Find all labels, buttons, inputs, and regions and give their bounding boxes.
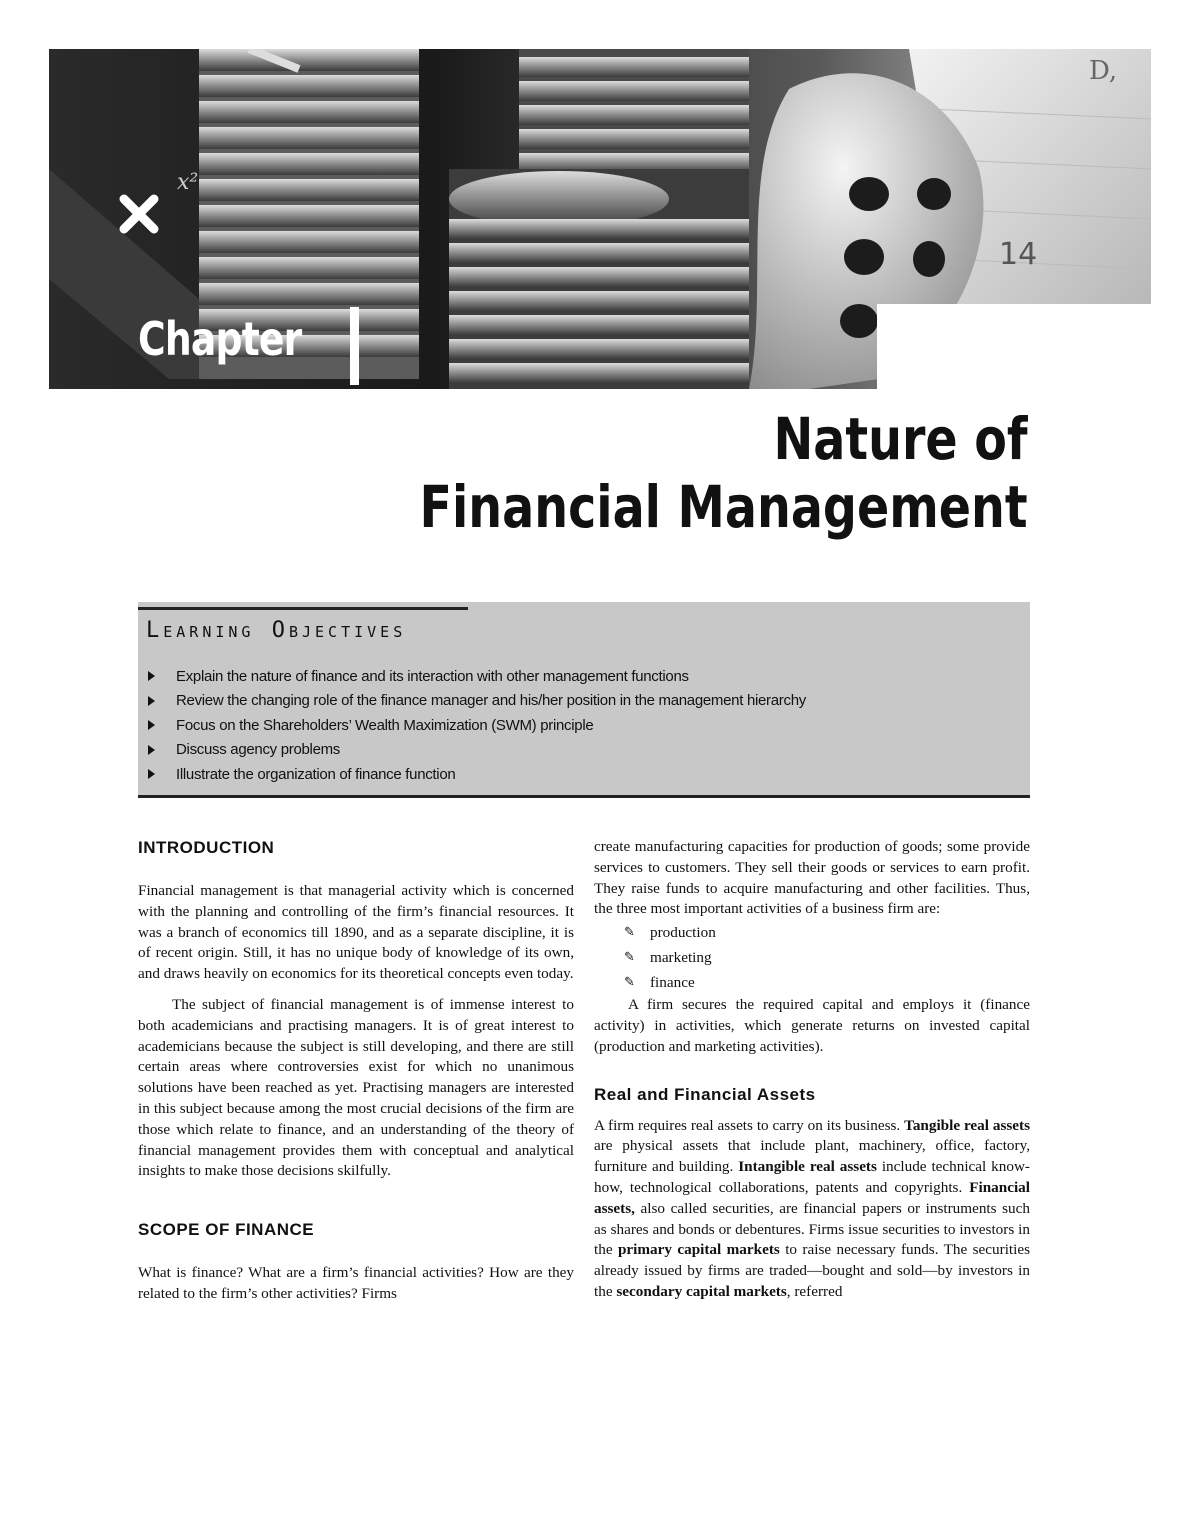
assets-text: are physical assets that include plant, machinery, office, factory, furniture and building. (594, 1137, 1030, 1176)
activities-list (594, 920, 1030, 995)
assets-term: Intangible real assets (738, 1158, 877, 1176)
triangle-bullet-icon (148, 696, 155, 706)
objective-text: Focus on the Shareholders’ Wealth Maximization (SWM) principle (176, 716, 594, 734)
assets-term: secondary capital markets (616, 1282, 787, 1300)
activities-intro-paragraph: create manufacturing capacities for production of goods; some provide services to customers. They sell their goods or services to earn profit. They raise funds to acquire manufacturing and other facilities. Thus, the three most important activities of a business firm are: (594, 838, 1030, 918)
svg-text:14: 14 (999, 237, 1038, 272)
scope-heading: SCOPE OF FINANCE (138, 1220, 315, 1240)
assets-term: Financial assets, (594, 1178, 1030, 1217)
list-item (594, 970, 1030, 995)
triangle-bullet-icon (148, 671, 155, 681)
introduction-heading: INTRODUCTION (138, 838, 275, 857)
list-item (148, 738, 806, 763)
chapter-title-line2: Financial Management (419, 473, 1028, 541)
triangle-bullet-icon (148, 720, 155, 730)
assets-text: also called securities, are financial papers or instruments such as shares and bonds or debentures. Firms issue securities to investors in the (594, 1199, 1030, 1259)
learning-objectives-list (148, 664, 806, 787)
real-financial-assets-heading: Real and Financial Assets (594, 1084, 816, 1104)
objective-text: Explain the nature of finance and its interaction with other management functions (176, 667, 689, 685)
svg-text:D,: D, (1089, 56, 1118, 86)
scope-paragraph: What is finance? What are a firm’s financial activities? How are they related to the firm’s other activities? Firms (138, 1264, 574, 1302)
introduction-paragraph-2: The subject of financial management is of immense interest to both academicians and practising managers. It is of great interest to academicians because the subject is still developing, and there are still certain areas where controversies exist for which no unanimous solutions have been reached as yet. Practising managers are interested in this subject because among the most crucial decisions of the firm are those which relate to finance, and an understanding of the theory of financial management provides them with conceptual and analytical insights to make those decisions skilfully. (138, 995, 574, 1180)
assets-text: A firm requires real assets to carry on its business. (594, 1116, 905, 1134)
list-item (148, 762, 806, 787)
chapter-label: Chapter (138, 312, 302, 366)
assets-text: include technical know-how, technological collaborations, patents and copyrights. (594, 1158, 1030, 1196)
triangle-bullet-icon (148, 769, 155, 779)
assets-term: Tangible real assets (904, 1116, 1030, 1134)
activity-text: finance (650, 974, 695, 992)
activity-text: marketing (650, 949, 712, 967)
list-item (148, 689, 806, 714)
chapter-number-bar (350, 307, 359, 385)
list-item (594, 945, 1030, 970)
assets-text: , referred (786, 1282, 843, 1300)
assets-text: to raise necessary funds. The securities already issued by firms are traded—bought and sold—by investors in the (594, 1241, 1031, 1300)
introduction-paragraph-1: Financial management is that managerial activity which is concerned with the planning and controlling of the firm’s financial resources. It was a branch of economics till 1890, and as a separate discipline, it is of recent origin. Still, it has no unique body of knowledge of its own, and draws heavily on economics for its theoretical concepts even today. (138, 882, 574, 983)
capital-paragraph: A firm secures the required capital and employs it (finance activity) in activities, which generate returns on invested capital (production and marketing activities). (594, 996, 1030, 1055)
assets-paragraph (594, 1116, 1030, 1303)
objective-text: Review the changing role of the finance manager and his/her position in the management hierarchy (176, 692, 806, 710)
assets-term: primary capital markets (617, 1241, 780, 1259)
objective-text: Discuss agency problems (176, 741, 341, 759)
check-bullet-icon: ✎ (624, 950, 635, 966)
list-item (594, 920, 1030, 945)
objective-text: Illustrate the organization of finance function (176, 765, 456, 783)
right-column (594, 837, 1030, 1303)
check-bullet-icon: ✎ (624, 975, 635, 991)
check-bullet-icon: ✎ (624, 925, 635, 941)
svg-text:x²: x² (177, 170, 199, 195)
chapter-title-line1: Nature of (773, 405, 1028, 473)
learning-objectives-heading: Learning Objectives (146, 618, 407, 643)
activity-text: production (650, 924, 716, 942)
chapter-title (420, 405, 1028, 541)
list-item (148, 664, 806, 689)
left-column (138, 837, 574, 1305)
triangle-bullet-icon (148, 745, 155, 755)
learning-objectives-rule-bottom (138, 795, 1030, 798)
list-item (148, 713, 806, 738)
learning-objectives-rule-top (138, 607, 468, 610)
